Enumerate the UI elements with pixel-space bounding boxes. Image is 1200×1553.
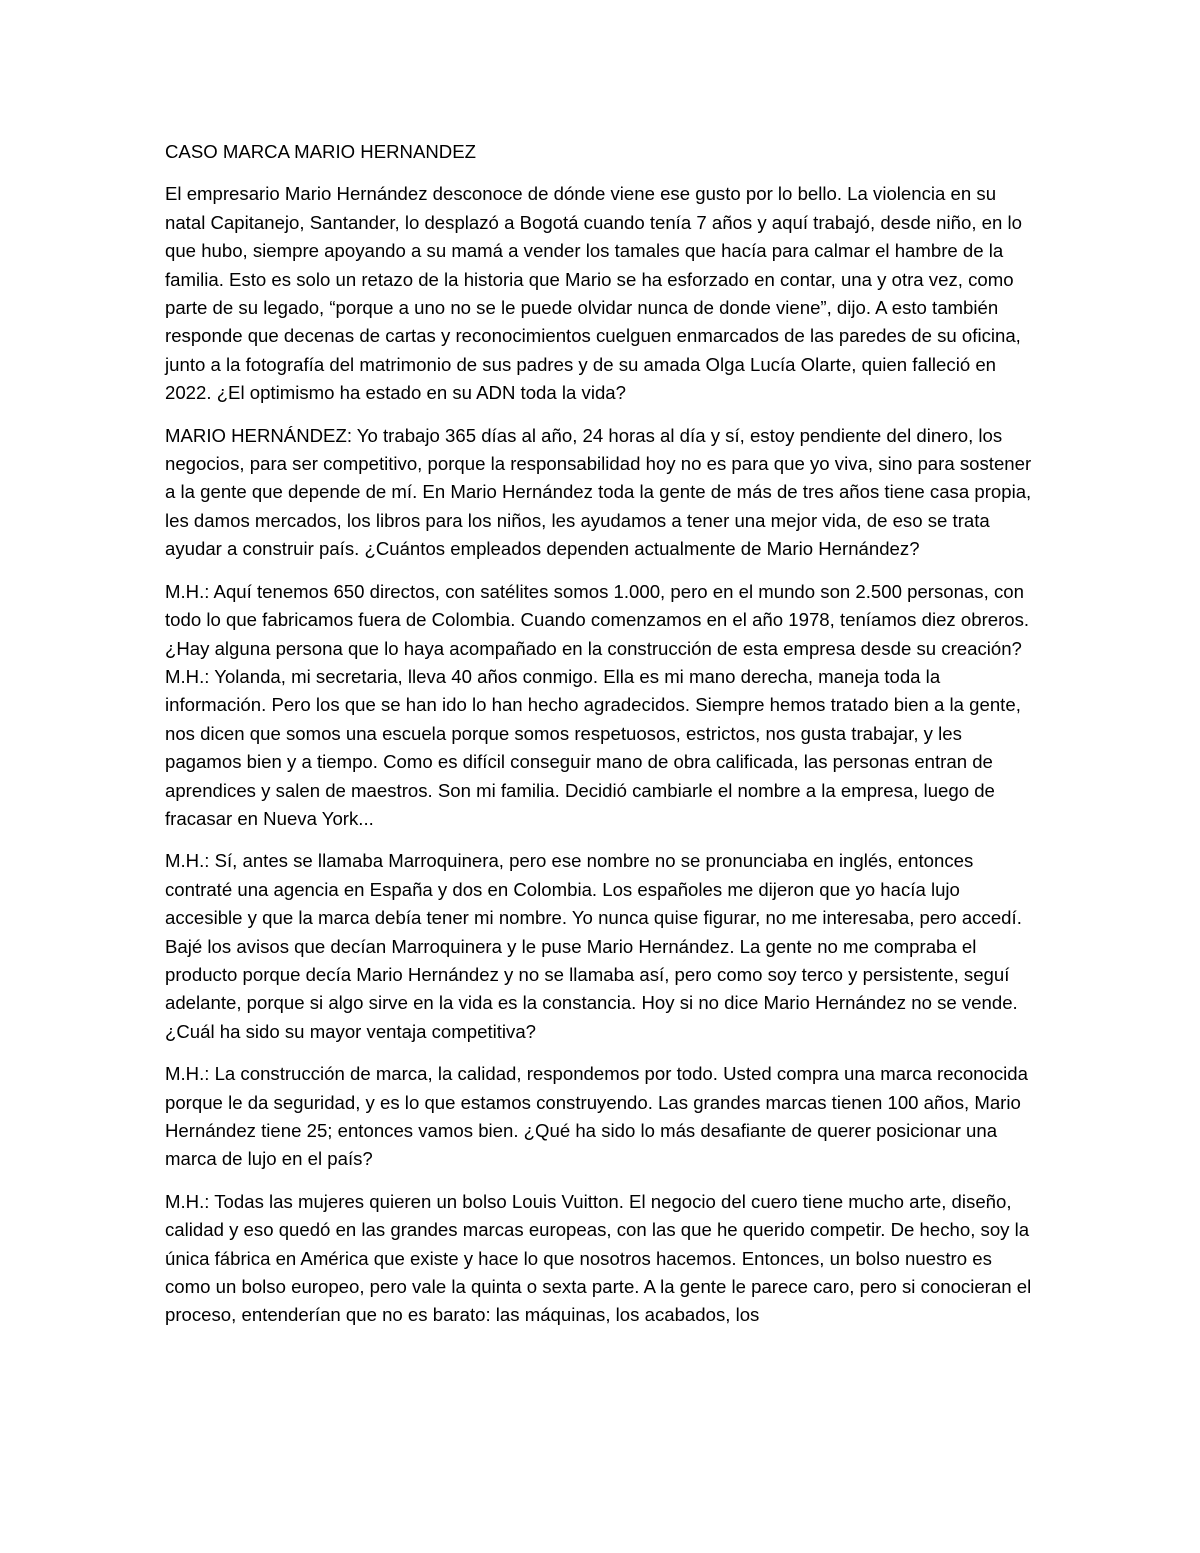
paragraph-answer-advantage: M.H.: La construcción de marca, la calidad, respondemos por todo. Usted compra una marca reconocida porque le da seguridad, y es lo que estamos construyendo. Las grandes marcas tienen 100 años, Mario Hernández tiene 25; entonces vamos bien. ¿Qué ha sido lo más desafiante de querer posicionar una marca de lujo en el país? bbox=[165, 1063, 1028, 1170]
document-title: CASO MARCA MARIO HERNANDEZ bbox=[165, 141, 476, 162]
paragraph-answer-work: MARIO HERNÁNDEZ: Yo trabajo 365 días al año, 24 horas al día y sí, estoy pendiente del dinero, los negocios, para ser competitivo, porque la responsabilidad hoy no es para que yo viva, sino para sostener a la gente que depende de mí. En Mario Hernández toda la gente de más de tres años tiene casa propia, les damos mercados, los libros para los niños, les ayudamos a tener una mejor vida, de eso se trata ayudar a construir país. ¿Cuántos empleados dependen actualmente de Mario Hernández? bbox=[165, 424, 1032, 560]
paragraph-answer-luxury: M.H.: Todas las mujeres quieren un bolso Louis Vuitton. El negocio del cuero tiene mucho arte, diseño, calidad y eso quedó en las grandes marcas europeas, con las que he querido competir. De hecho, soy la única fábrica en América que existe y hace lo que nosotros hacemos. Entonces, un bolso nuestro es como un bolso europeo, pero vale la quinta o sexta parte. A la gente le parece caro, pero si conocieran el proceso, entenderían que no es barato: las máquinas, los acabados, los bbox=[165, 1190, 1032, 1326]
paragraph-answer-employees: M.H.: Aquí tenemos 650 directos, con satélites somos 1.000, pero en el mundo son 2.500 personas, con todo lo que fabricamos fuera de Colombia. Cuando comenzamos en el año 1978, teníamos diez obreros. ¿Hay alguna persona que lo haya acompañado en la construcción de esta empresa desde su creación? M.H.: Yolanda, mi secretaria, lleva 40 años conmigo. Ella es mi mano derecha, maneja toda la información. Pero los que se han ido lo han hecho agradecidos. Siempre hemos tratado bien a la gente, nos dicen que somos una escuela porque somos respetuosos, estrictos, nos gusta trabajar, y les pagamos bien y a tiempo. Como es difícil conseguir mano de obra calificada, las personas entran de aprendices y salen de maestros. Son mi familia. Decidió cambiarle el nombre a la empresa, luego de fracasar en Nueva York... bbox=[165, 580, 1030, 829]
document-body bbox=[165, 138, 1035, 1344]
paragraph-answer-name-change: M.H.: Sí, antes se llamaba Marroquinera, pero ese nombre no se pronunciaba en inglés, entonces contraté una agencia en España y dos en Colombia. Los españoles me dijeron que yo hacía lujo accesible y que la marca debía tener mi nombre. Yo nunca quise figurar, no me interesaba, pero accedí. Bajé los avisos que decían Marroquinera y le puse Mario Hernández. La gente no me compraba el producto porque decía Mario Hernández y no se llamaba así, pero como soy terco y persistente, seguí adelante, porque si algo sirve en la vida es la constancia. Hoy si no dice Mario Hernández no se vende. ¿Cuál ha sido su mayor ventaja competitiva? bbox=[165, 850, 1022, 1042]
paragraph-intro: El empresario Mario Hernández desconoce de dónde viene ese gusto por lo bello. La violencia en su natal Capitanejo, Santander, lo desplazó a Bogotá cuando tenía 7 años y aquí trabajó, desde niño, en lo que hubo, siempre apoyando a su mamá a vender los tamales que hacía para calmar el hambre de la familia. Esto es solo un retazo de la historia que Mario se ha esforzado en contar, una y otra vez, como parte de su legado, “porque a uno no se le puede olvidar nunca de donde viene”, dijo. A esto también responde que decenas de cartas y reconocimientos cuelguen enmarcados de las paredes de su oficina, junto a la fotografía del matrimonio de sus padres y de su amada Olga Lucía Olarte, quien falleció en 2022. ¿El optimismo ha estado en su ADN toda la vida? bbox=[165, 183, 1022, 404]
